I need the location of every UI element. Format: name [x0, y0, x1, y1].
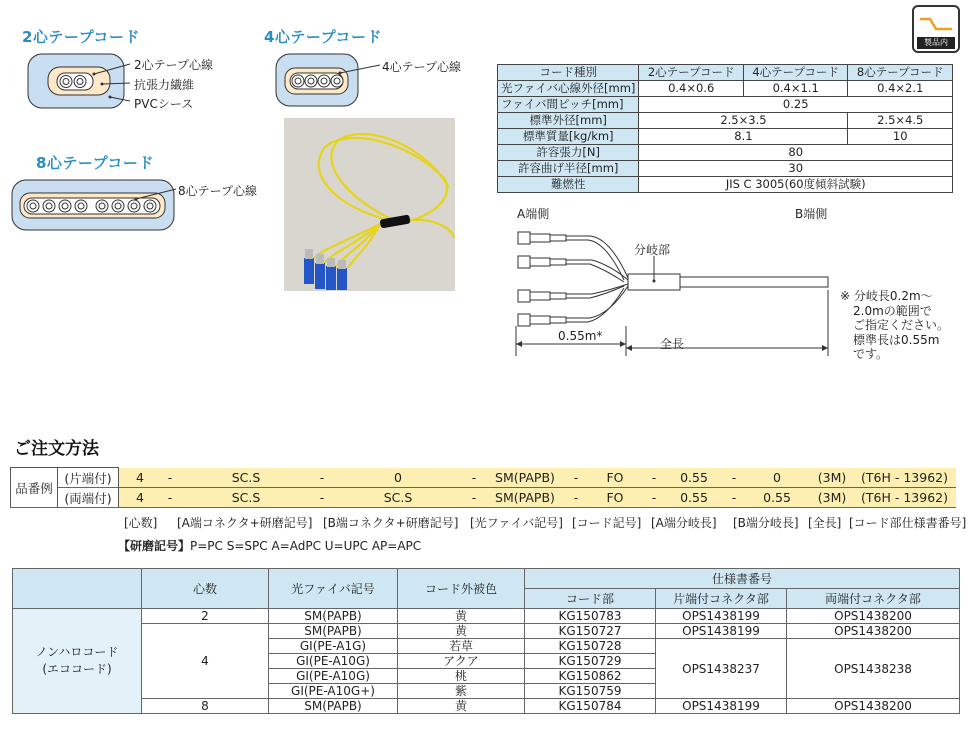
cell-code: KG150862 — [525, 669, 656, 684]
cell-one: OPS1438199 — [656, 624, 787, 639]
total-length-label: 全長 — [660, 337, 685, 351]
branch-label: 分岐部 — [634, 243, 671, 257]
part-cell: SM(PAPB) — [483, 488, 567, 508]
header-jacket: コード外被色 — [398, 569, 525, 609]
header-one-end: 片端付コネクタ部 — [656, 589, 787, 609]
spec-row-label: 許容張力[N] — [498, 145, 639, 161]
note-line: ご指定ください。 — [853, 318, 950, 332]
part-cell: (3M) — [811, 468, 853, 488]
polish-label: 【研磨記号】 — [118, 539, 191, 553]
legend-b-connector: [B端コネクタ+研磨記号] — [323, 516, 459, 530]
spec-cell: 0.4×2.1 — [848, 81, 953, 97]
cell-color: 若草 — [398, 639, 525, 654]
cell-code: KG150784 — [525, 699, 656, 714]
spec-row — [498, 145, 953, 161]
part-cell: SC.S — [179, 488, 313, 508]
spec-row — [498, 113, 953, 129]
cord2-title: 2心テープコード — [22, 28, 140, 46]
part-cell: (T6H - 13962) — [853, 488, 956, 508]
part-type: (片端付) — [58, 468, 119, 488]
cell-one: OPS1438199 — [656, 609, 787, 624]
part-cell: 0 — [743, 468, 811, 488]
part-cell: 4 — [119, 468, 162, 488]
cell-cores: 2 — [142, 609, 269, 624]
spec-cell: 80 — [639, 145, 953, 161]
legend-cord: [コード記号] — [572, 516, 642, 530]
part-cell: FO — [585, 468, 645, 488]
spec-cell: 0.4×1.1 — [743, 81, 848, 97]
order-title: ご注文方法 — [14, 439, 99, 459]
spec-row-label: 難燃性 — [498, 177, 639, 193]
table-row — [13, 699, 960, 714]
badge-label: 製品内 — [917, 37, 955, 49]
spec-row — [498, 97, 953, 113]
cord2-cross-section — [28, 54, 130, 108]
part-cell: 0.55 — [663, 488, 725, 508]
spec-cell: 2.5×3.5 — [639, 113, 848, 129]
cord2-label-sheath: PVCシース — [134, 97, 194, 111]
product-table — [12, 568, 960, 714]
spec-header: 2心テープコード — [639, 65, 744, 81]
part-row-one-end — [11, 468, 957, 488]
spec-cell: 10 — [848, 129, 953, 145]
spec-row — [498, 177, 953, 193]
header-code: コード部 — [525, 589, 656, 609]
cell-color: 紫 — [398, 684, 525, 699]
group-label: ノンハロコード — [35, 645, 119, 659]
note-line: ※ 分岐長0.2m～ — [840, 289, 933, 303]
legend-a-branch: [A端分岐長] — [651, 516, 717, 530]
header-spec: 仕様書番号 — [525, 569, 960, 589]
part-cell: (3M) — [811, 488, 853, 508]
part-cell: - — [161, 468, 179, 488]
polish-values: P=PC S=SPC A=AdPC U=UPC AP=APC — [190, 539, 422, 553]
spec-header: コード種別 — [498, 65, 639, 81]
legend-a-connector: [A端コネクタ+研磨記号] — [177, 516, 313, 530]
polish-codes — [118, 537, 421, 554]
part-cell: - — [161, 488, 179, 508]
cell-code: KG150729 — [525, 654, 656, 669]
cord4-title: 4心テープコード — [264, 28, 382, 46]
spec-cell: 2.5×4.5 — [848, 113, 953, 129]
cell-both: OPS1438200 — [787, 609, 960, 624]
cell-color: 黄 — [398, 609, 525, 624]
spec-row — [498, 129, 953, 145]
part-cell: - — [465, 468, 483, 488]
cord4-label: 4心テープ心線 — [382, 60, 462, 74]
part-type: (両端付) — [58, 488, 119, 508]
header-cores: 心数 — [142, 569, 269, 609]
b-side-label: B端側 — [795, 207, 828, 221]
spec-cell: 30 — [639, 161, 953, 177]
header-fiber: 光ファイバ記号 — [269, 569, 398, 609]
spec-row-label: 許容曲げ半径[mm] — [498, 161, 639, 177]
spec-row-label: 標準外径[mm] — [498, 113, 639, 129]
a-side-label: A端側 — [517, 207, 550, 221]
part-number-label: 品番例 — [11, 468, 58, 508]
cell-fiber: GI(PE-A10G+) — [269, 684, 398, 699]
cell-fiber: GI(PE-A10G) — [269, 669, 398, 684]
in-product-badge — [912, 5, 960, 53]
legend-spec-no: [コード部仕様書番号] — [849, 516, 967, 530]
part-number-table — [10, 467, 956, 508]
spec-cell: 0.25 — [639, 97, 953, 113]
cord2-label-aramid: 抗張力繊維 — [134, 78, 195, 92]
legend-total: [全長] — [808, 516, 842, 530]
cell-fiber: SM(PAPB) — [269, 609, 398, 624]
cord8-title: 8心テープコード — [36, 154, 154, 172]
part-row-both-ends — [11, 488, 957, 508]
legend-b-branch: [B端分岐長] — [733, 516, 799, 530]
spec-row-label: 標準質量[kg/km] — [498, 129, 639, 145]
cord8-cross-section — [12, 180, 176, 230]
cord4-cross-section — [276, 54, 380, 106]
cell-color: 桃 — [398, 669, 525, 684]
part-cell: - — [313, 488, 331, 508]
cell-code: KG150783 — [525, 609, 656, 624]
spec-header: 4心テープコード — [743, 65, 848, 81]
spec-cell: 8.1 — [639, 129, 848, 145]
part-cell: - — [567, 468, 585, 488]
table-row — [13, 609, 960, 624]
cord-photo — [284, 118, 455, 291]
branch-length-label: 0.55m* — [558, 329, 603, 343]
spec-header: 8心テープコード — [848, 65, 953, 81]
spec-row — [498, 81, 953, 97]
part-cell: 0.55 — [663, 468, 725, 488]
note-line: です。 — [853, 347, 889, 361]
group-label: (エココード) — [42, 662, 112, 676]
legend-fiber: [光ファイバ記号] — [470, 516, 563, 530]
part-cell: - — [645, 488, 663, 508]
group-cell — [13, 609, 142, 714]
cell-cores: 8 — [142, 699, 269, 714]
part-cell: - — [725, 488, 743, 508]
spec-cell: 0.4×0.6 — [639, 81, 744, 97]
note-line: 標準長は0.55m — [853, 332, 940, 347]
cell-fiber: GI(PE-A1G) — [269, 639, 398, 654]
cord-route-icon — [914, 9, 958, 39]
header-blank — [13, 569, 142, 609]
cord2-label-fiber: 2心テープ心線 — [134, 58, 214, 72]
branch-note — [840, 289, 949, 362]
cell-both: OPS1438200 — [787, 699, 960, 714]
cell-fiber: GI(PE-A10G) — [269, 654, 398, 669]
cell-code: KG150727 — [525, 624, 656, 639]
part-cell: SM(PAPB) — [483, 468, 567, 488]
spec-cell: JIS C 3005(60度傾斜試験) — [639, 177, 953, 193]
part-cell: - — [645, 468, 663, 488]
cell-fiber: SM(PAPB) — [269, 699, 398, 714]
note-line: 2.0mの範囲で — [853, 303, 932, 318]
spec-row-label: 光ファイバ心線外径[mm] — [498, 81, 639, 97]
cell-color: 黄 — [398, 624, 525, 639]
cell-one: OPS1438199 — [656, 699, 787, 714]
cell-both: OPS1438238 — [787, 639, 960, 699]
part-cell: 0 — [331, 468, 465, 488]
cell-one: OPS1438237 — [656, 639, 787, 699]
legend-cores: [心数] — [124, 516, 158, 530]
cell-fiber: SM(PAPB) — [269, 624, 398, 639]
cell-cores: 4 — [142, 624, 269, 699]
spec-header-row — [498, 65, 953, 81]
part-cell: - — [465, 488, 483, 508]
part-cell: SC.S — [331, 488, 465, 508]
cell-both: OPS1438200 — [787, 624, 960, 639]
spec-row — [498, 161, 953, 177]
part-cell: - — [313, 468, 331, 488]
part-cell: - — [567, 488, 585, 508]
cell-color: アクア — [398, 654, 525, 669]
cell-code: KG150759 — [525, 684, 656, 699]
cell-color: 黄 — [398, 699, 525, 714]
part-cell: SC.S — [179, 468, 313, 488]
spec-table — [497, 64, 953, 193]
table-row — [13, 624, 960, 639]
spec-row-label: ファイバ間ピッチ[mm] — [498, 97, 639, 113]
header-both-ends: 両端付コネクタ部 — [787, 589, 960, 609]
part-cell: (T6H - 13962) — [853, 468, 956, 488]
part-cell: - — [725, 468, 743, 488]
cell-code: KG150728 — [525, 639, 656, 654]
part-cell: 0.55 — [743, 488, 811, 508]
part-cell: 4 — [119, 488, 162, 508]
part-cell: FO — [585, 488, 645, 508]
cord8-label: 8心テープ心線 — [178, 184, 258, 198]
